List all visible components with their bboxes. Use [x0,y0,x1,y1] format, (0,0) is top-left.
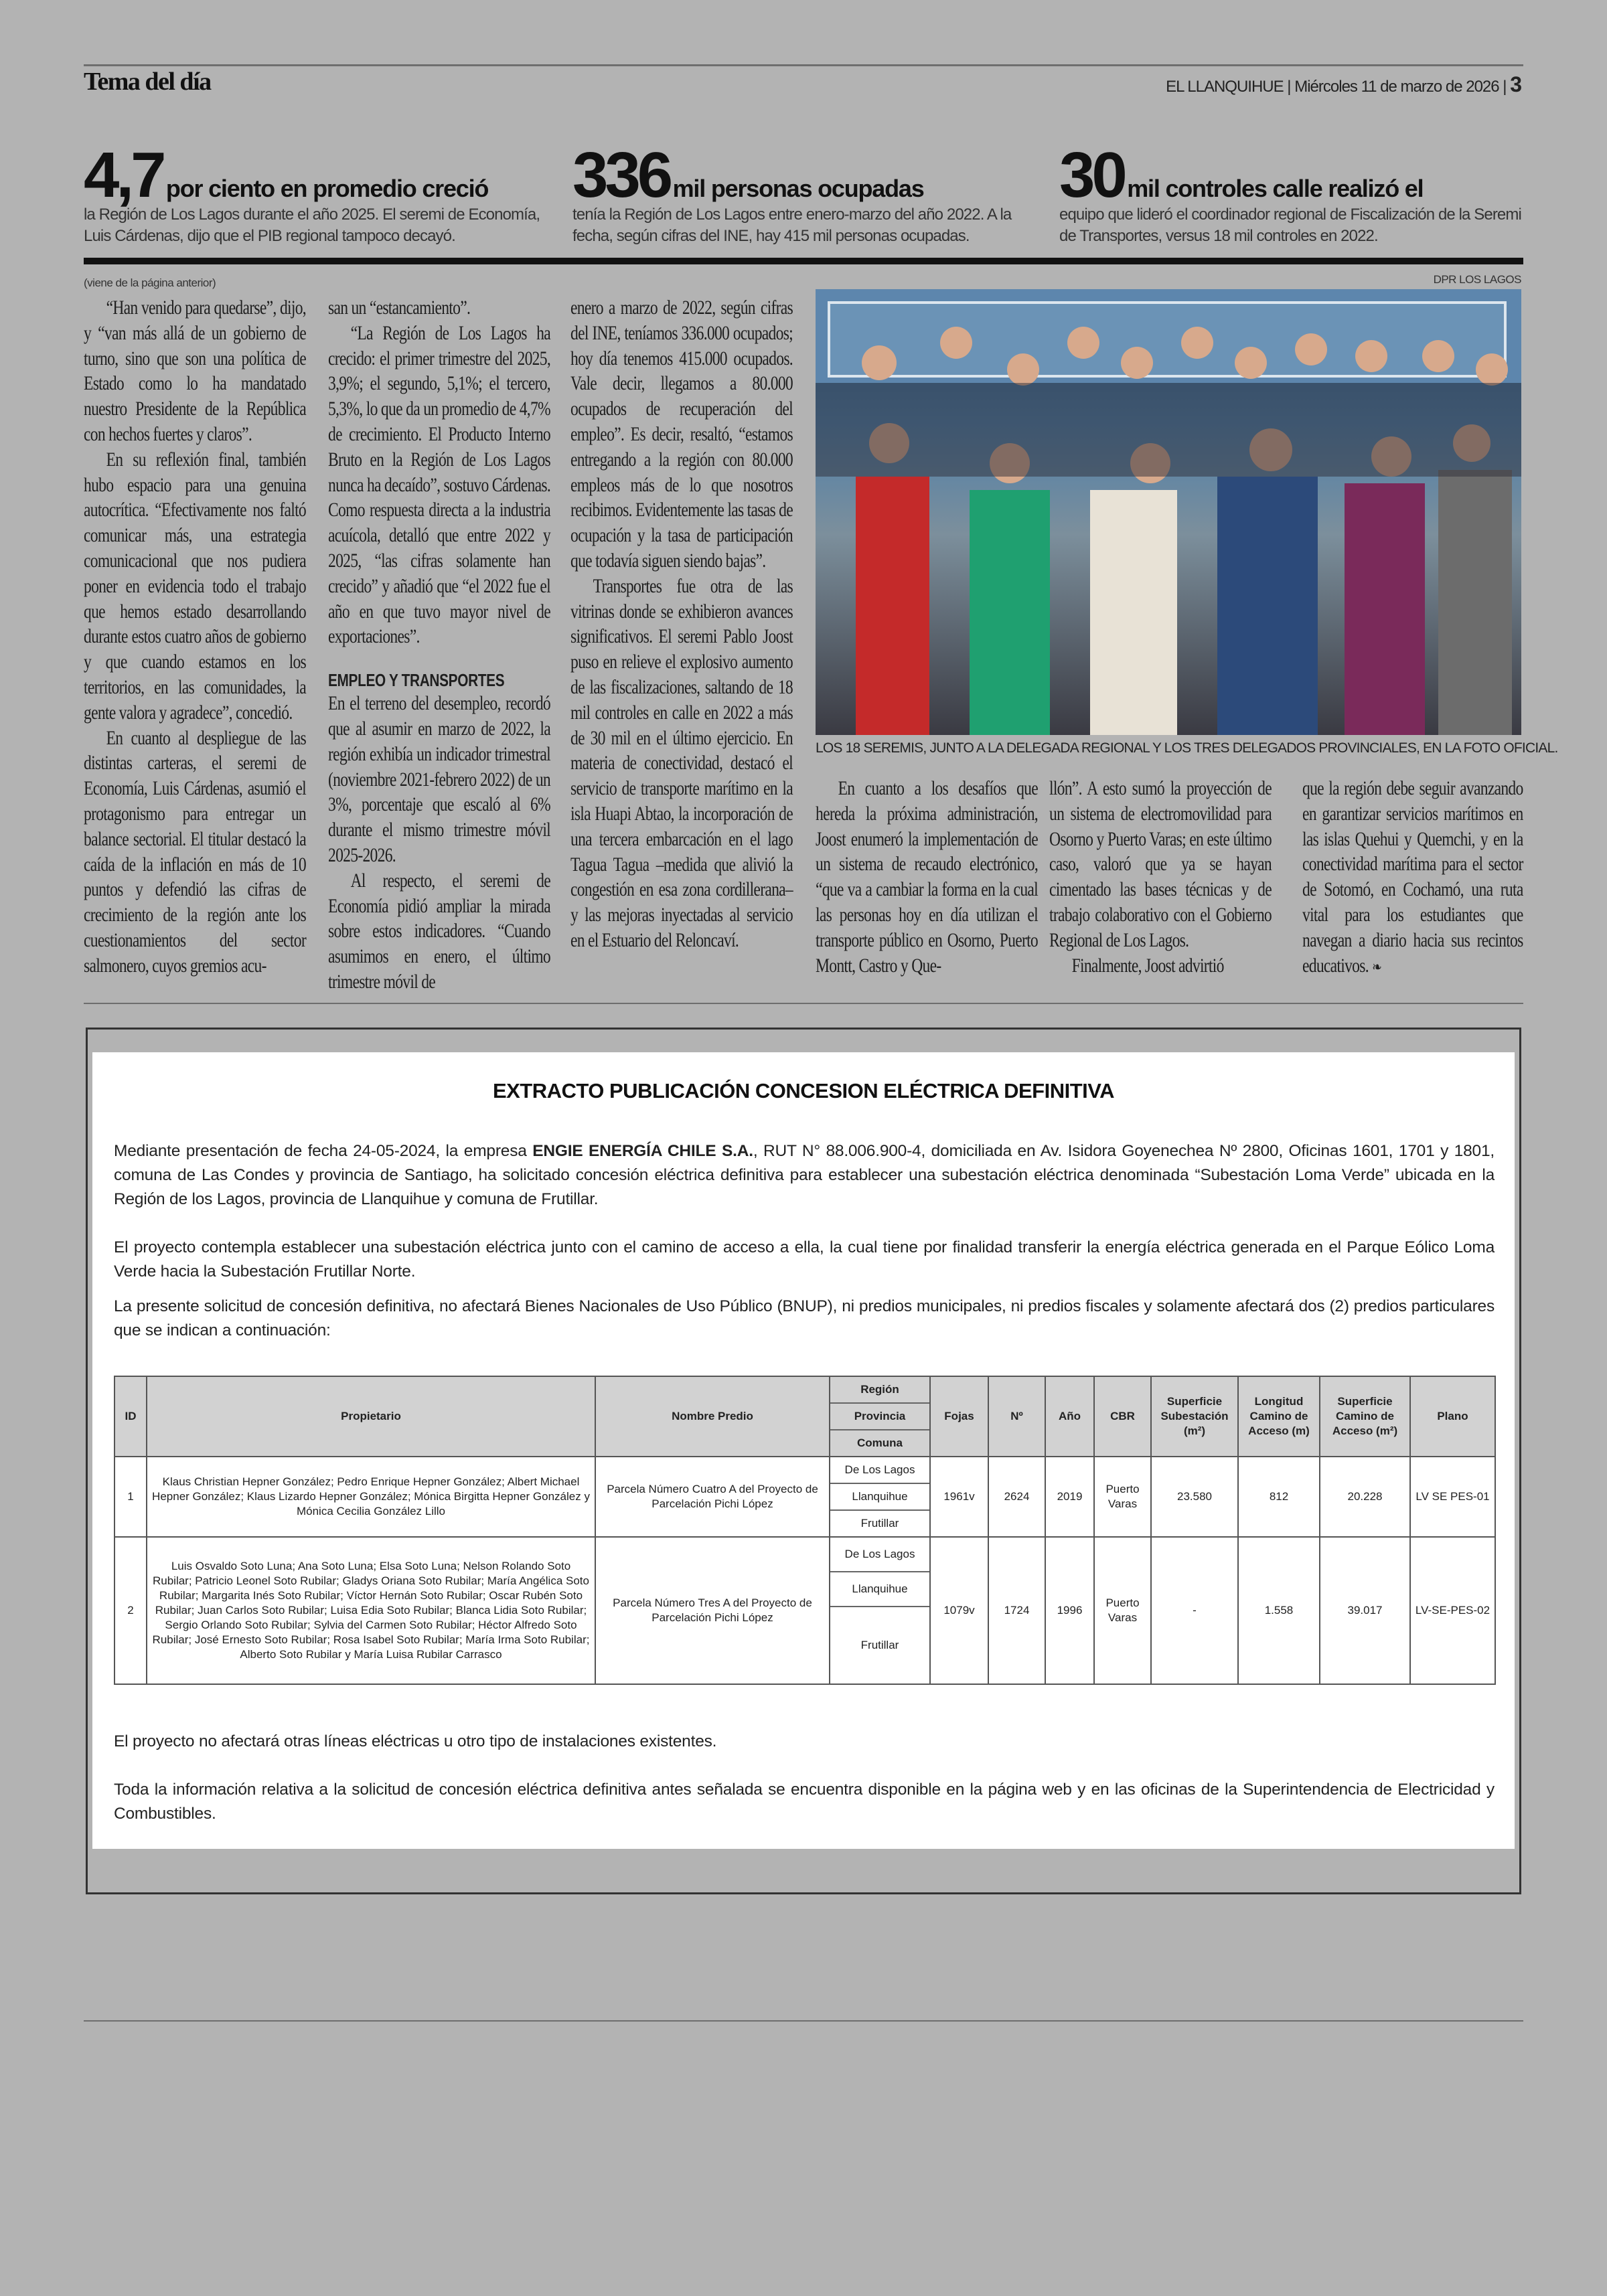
notice-paragraph-3: La presente solicitud de concesión definitiva, no afectará Bienes Nacionales de Uso Público (BNUP), ni predios municipales, ni predios fiscales y solamente afectará dos (2) predios particulares que se indican a continuación: [114,1297,1495,1339]
cell-province: Llanquihue [830,1484,929,1511]
column-text [328,296,550,995]
column-text [570,296,793,954]
stat-block-employment [572,139,1041,247]
article-column-4 [816,776,1038,979]
cell-id: 2 [114,1537,147,1684]
cell-name: Parcela Número Tres A del Proyecto de Parcelación Pichi López [595,1537,830,1684]
col-header: Año [1045,1376,1094,1457]
col-header: Región [830,1377,929,1404]
stat-text: tenía la Región de Los Lagos entre enero-marzo del año 2022. A la fecha, según cifras del INE, hay 415 mil personas ocupadas. [572,206,1012,245]
end-mark-icon: ❧ [1372,959,1382,976]
table-row [114,1457,1495,1537]
bottom-rule [84,2020,1523,2022]
col-header: Comuna [857,1437,903,1449]
cell-num: 1724 [988,1537,1045,1684]
notice-paragraph-5: Toda la información relativa a la solicitud de concesión eléctrica definitiva antes señalada se encuentra disponible en la página web y en las oficinas de la Superintendencia de Electricidad y Combustibles. [114,1781,1495,1823]
section-rule [84,1003,1523,1004]
notice-paragraph-4: El proyecto no afectará otras líneas eléctricas u otro tipo de instalaciones existentes. [114,1732,717,1750]
notice-paragraph-1 [114,1139,1495,1212]
continued-note: (viene de la página anterior) [84,276,216,289]
paragraph: “Han venido para quedarse”, dijo, y “van más allá de un gobierno de turno, sino que son una política de Estado como lo ha mandatado nuestro Presidente de la República con hechos fuertes y claros”. [84,297,306,445]
stat-headline: por ciento en promedio creció [165,175,489,202]
article-column-1 [84,296,306,979]
cell-owner: Luis Osvaldo Soto Luna; Ana Soto Luna; Elsa Soto Luna; Nelson Rolando Soto Rubilar; Patricio Leonel Soto Rubilar; Gladys Oriana Soto Rubilar; María Angélica Soto Rubilar; Margarita Inés Soto Rubilar; Víctor Hernán Soto Rubilar; Oscar Rubén Soto Rubilar; Juan Carlos Soto Rubilar; Luisa Edia Soto Rubilar; Blanca Lidia Soto Rubilar; Sergio Orlando Soto Rubilar; Sylvia del Carmen Soto Rubilar; Héctor Alfredo Soto Rubilar; José Ernesto Soto Rubilar; Rosa Isabel Soto Rubilar; María Irma Soto Rubilar; Alberto Soto Rubilar y María Luisa Rubilar Carrasco [147,1537,595,1684]
photo-caption: LOS 18 SEREMIS, JUNTO A LA DELEGADA REGIONAL Y LOS TRES DELEGADOS PROVINCIALES, EN LA FOTO OFICIAL. [816,740,1558,756]
notice-title: EXTRACTO PUBLICACIÓN CONCESION ELÉCTRICA DEFINITIVA [492,1079,1115,1102]
paragraph: “La Región de Los Lagos ha crecido: el primer trimestre del 2025, 3,9%; el segundo, 5,1%; el tercero, 5,3%, lo que da un promedio de 4,7% de crecimiento. El Producto Interno Bruto en la Región de Los Lagos nunca ha decaído”, sostuvo Cárdenas. Como respuesta directa a la industria acuícola, detalló que entre 2022 y 2025, “las cifras solamente han crecido” y añadió que “el 2022 fue el año en que tuvo mayor nivel de exportaciones”. [328,322,550,648]
col-header: CBR [1094,1376,1151,1457]
paragraph-text: que la región debe seguir avanzando en garantizar servicios marítimos en las islas Quehui y Quemchi, y en la conectividad marítima para el sector de Sotomó, en Cochamó, una ruta vital para los estudiantes que navegan a diario hacia sus recintos educativos. [1302,778,1523,977]
col-header: Nombre Predio [595,1376,830,1457]
masthead: EL LLANQUIHUE | Miércoles 11 de marzo de 2026 | 3 [1166,72,1521,96]
column-text [1049,776,1272,979]
group-photo-illustration [816,289,1521,735]
cell-sup-cam: 20.228 [1320,1457,1410,1537]
cell-region: De Los Lagos [830,1457,929,1484]
column-text [816,776,1038,979]
stat-block-gdp [84,139,552,247]
col-header: Fojas [930,1376,988,1457]
cell-plano: LV-SE-PES-02 [1410,1537,1495,1684]
divider-bar [84,258,1523,264]
section-title: Tema del día [84,68,211,96]
col-header: Propietario [147,1376,595,1457]
col-header-location [830,1376,930,1457]
paragraph: llón”. A esto sumó la proyección de un sistema de electromovilidad para Osorno y Puerto Varas; en este último caso, valoró que ya se hayan cimentado las bases técnicas y de trabajo colaborativo con el Gobierno Regional de Los Lagos. [1049,778,1272,951]
stat-number: 30 [1059,139,1124,211]
column-text [1302,776,1523,980]
stat-block-controls [1059,139,1528,247]
col-header: Nº [988,1376,1045,1457]
cell-owner: Klaus Christian Hepner González; Pedro Enrique Hepner González; Albert Michael Hepner González; Klaus Lizardo Hepner González; Mónica Birgitta Hepner González y Mónica Cecilia González Lillo [147,1457,595,1537]
cell-name: Parcela Número Cuatro A del Proyecto de Parcelación Pichi López [595,1457,830,1537]
cell-province: Llanquihue [830,1572,929,1607]
article-column-5 [1049,776,1272,979]
cell-id: 1 [114,1457,147,1537]
cell-fojas: 1079v [930,1537,988,1684]
cell-sup-cam: 39.017 [1320,1537,1410,1684]
cell-plano: LV SE PES-01 [1410,1457,1495,1537]
paragraph: Al respecto, el seremi de Economía pidió ampliar la mirada sobre estos indicadores. “Cuando asumimos en enero, el último trimestre móvil de [328,870,550,993]
cell-sup-sub: 23.580 [1151,1457,1238,1537]
stat-number: 336 [572,139,670,211]
cell-location [830,1537,930,1684]
col-header: Longitud Camino de Acceso (m) [1238,1376,1320,1457]
table-row [114,1537,1495,1684]
page-number: 3 [1510,72,1521,96]
stat-headline: mil controles calle realizó el [1127,175,1424,202]
cell-year: 1996 [1045,1537,1094,1684]
col-header: Plano [1410,1376,1495,1457]
paper-name: EL LLANQUIHUE [1166,78,1284,96]
cell-long: 1.558 [1238,1537,1320,1684]
stat-number: 4,7 [84,139,163,211]
col-header: ID [114,1376,147,1457]
stat-text: la Región de Los Lagos durante el año 2025. El seremi de Economía, Luis Cárdenas, dijo que el PIB regional tampoco decayó. [84,206,540,245]
notice-paragraph-2: El proyecto contempla establecer una subestación eléctrica junto con el camino de acceso a ella, la cual tiene por finalidad transferir la energía eléctrica generada en el Parque Eólico Loma Verde hacia la Subestación Frutillar Norte. [114,1238,1495,1281]
paragraph: En el terreno del desempleo, recordó que al asumir en marzo de 2022, la región exhibía un indicador trimestral (noviembre 2021-febrero 2022) de un 3%, porcentaje que escaló al 6% durante el mismo trimestre móvil 2025-2026. [328,693,550,866]
col-header: Superficie Subestación (m²) [1151,1376,1238,1457]
top-rule [84,64,1523,66]
subheading: EMPLEO Y TRANSPORTES [328,670,505,691]
cell-year: 2019 [1045,1457,1094,1537]
col-header: Superficie Camino de Acceso (m²) [1320,1376,1410,1457]
company-name: ENGIE ENERGÍA CHILE S.A. [532,1142,753,1160]
stat-headline: mil personas ocupadas [672,175,924,202]
cell-region: De Los Lagos [830,1538,929,1572]
cell-commune: Frutillar [860,1517,899,1530]
col-header: Provincia [830,1404,929,1430]
paragraph [1302,776,1523,980]
paragraph: En cuanto al despliegue de las distintas carteras, el seremi de Economía, Luis Cárdenas, asumió el protagonismo para entregar un balance sectorial. El titular destacó la caída de la inflación en más de 10 puntos y defendió las cifras de crecimiento de la región ante los cuestionamientos del sector salmonero, cuyos gremios acu- [84,727,306,977]
paragraph: Finalmente, Joost advirtió [1071,955,1224,977]
issue-date: Miércoles 11 de marzo de 2026 [1294,78,1499,96]
paragraph: En cuanto a los desafíos que hereda la próxima administración, Joost enumeró la implementación de un sistema de recaudo electrónico, “que va a cambiar la forma en la cual las personas hoy en día utilizan el transporte público en Osorno, Puerto Montt, Castro y Que- [816,778,1038,977]
cell-cbr: Puerto Varas [1094,1457,1151,1537]
column-text [84,296,306,979]
cell-fojas: 1961v [930,1457,988,1537]
paragraph: enero a marzo de 2022, según cifras del INE, teníamos 336.000 ocupados; hoy día tenemos 415.000 ocupados. Vale decir, llegamos a 80.000 ocupados de recuperación del empleo”. Es decir, resaltó, “estamos entregando a la región con 80.000 empleos más de lo que nosotros recibimos. Evidentemente las tasas de ocupación y la tasa de participación que todavía siguen siendo bajas”. [570,297,793,572]
cell-commune: Frutillar [860,1639,899,1651]
photo-credit: DPR LOS LAGOS [1433,273,1521,286]
stat-text: equipo que lideró el coordinador regional de Fiscalización de la Seremi de Transportes, versus 18 mil controles en 2022. [1059,206,1521,245]
text: , RUT N° 88.006.900-4, domiciliada en Av. Isidora Goyenechea Nº 2800, Oficinas 1601, 1701 y 1801, comuna de Las Condes y provincia de Santiago, ha solicitado concesión eléctrica definitiva para establecer una subestación eléctrica denominada “Subestación Loma Verde” ubicada en la Región de los Lagos, provincia de Llanquihue y comuna de Frutillar. [114,1142,1495,1208]
paragraph: san un “estancamiento”. [328,297,471,319]
article-column-3 [570,296,793,954]
paragraph: En su reflexión final, también hubo espacio para una genuina autocrítica. “Efectivamente nos faltó comunicar más, una estrategia comunicacional que nos pudiera poner en evidencia todo el trabajo que hemos estado desarrollando durante estos cuatro años de gobierno y que cuando estamos en los territorios, en las comunidades, la gente valora y agradece”, concedió. [84,448,306,724]
article-column-2 [328,296,550,995]
article-column-6 [1302,776,1523,980]
group-photo [816,289,1521,735]
text: Mediante presentación de fecha 24-05-2024, la empresa [114,1142,533,1160]
cell-cbr: Puerto Varas [1094,1537,1151,1684]
cell-sup-sub: - [1151,1537,1238,1684]
table-header-row [114,1376,1495,1457]
properties-table [114,1376,1496,1685]
cell-num: 2624 [988,1457,1045,1537]
cell-long: 812 [1238,1457,1320,1537]
paragraph: Transportes fue otra de las vitrinas donde se exhibieron avances significativos. El seremi Pablo Joost puso en relieve el explosivo aumento de las fiscalizaciones, saltando de 18 mil controles en calle en 2022 a más de 30 mil en el último ejercicio. En materia de conectividad, destacó el servicio de transporte marítimo en la isla Huapi Abtao, la incorporación de una tercera embarcación en el lago Tagua Tagua –medida que alivió la congestión en esa zona cordillerana– y las mejoras inyectadas al servicio en el Estuario del Reloncaví. [570,575,793,951]
cell-location [830,1457,930,1537]
